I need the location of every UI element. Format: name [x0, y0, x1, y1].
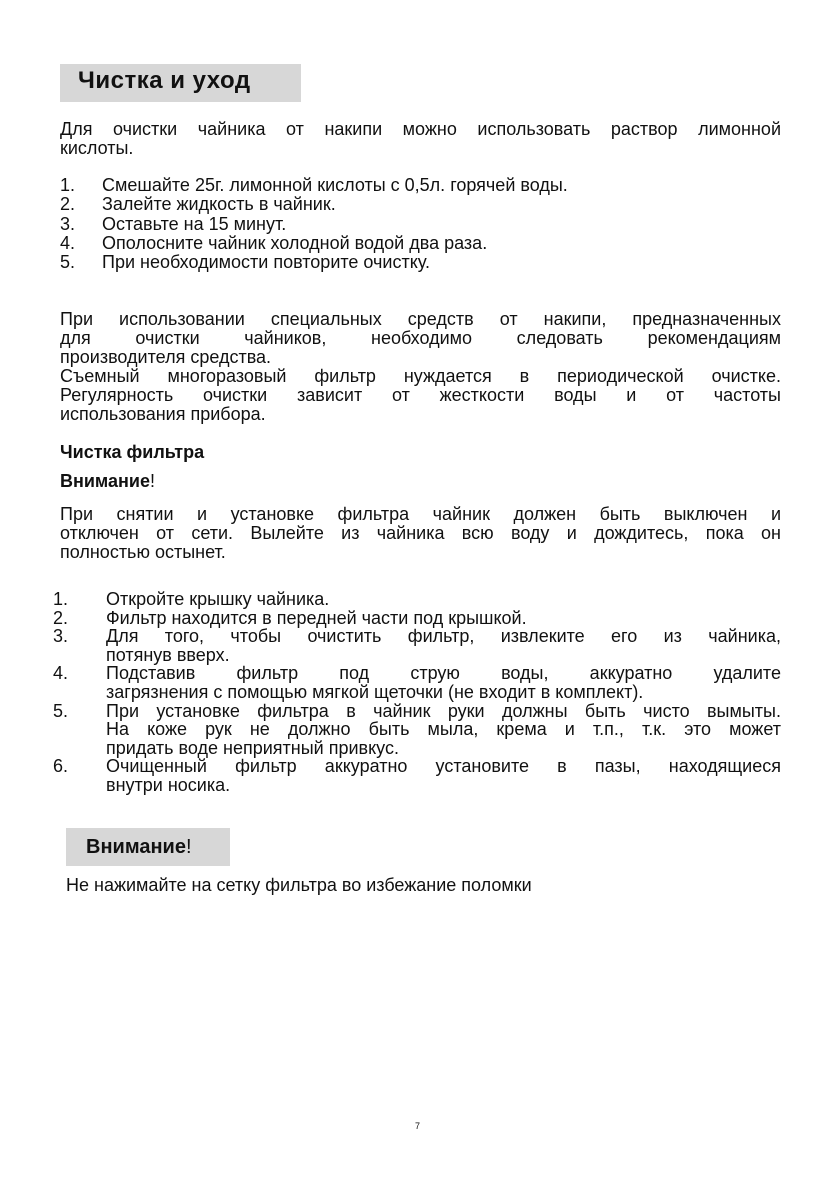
warning-note: Не нажимайте на сетку фильтра во избежание поломки [66, 875, 532, 895]
warning-heading: Внимание! [60, 471, 155, 491]
section-title-box [60, 64, 301, 102]
list-item: 3. Для того, чтобы очистить фильтр, извлеките его из чайника, потянув вверх. [53, 626, 781, 665]
warning-box-label: Внимание! [86, 836, 192, 858]
list-item: 2. Залейте жидкость в чайник. [60, 194, 336, 215]
list-item: 3. Оставьте на 15 минут. [60, 213, 287, 234]
list-item: 2. Фильтр находится в передней части под крышкой. [53, 607, 527, 628]
list-item: 4. Подставив фильтр под струю воды, аккуратно удалите загрязнения с помощью мягкой щеточки (не входит в комплект). [53, 663, 781, 702]
intro-paragraph [60, 120, 781, 158]
special-products-paragraph: При использовании специальных средств от накипи, предназначенных для очистки чайников, необходимо следовать рекомендациям производителя средства. Съемный многоразовый фильтр нуждается в периодической очистке. Регулярность очистки зависит от жесткости воды и от частоты использования прибора. [60, 309, 781, 424]
list-item: 6. Очищенный фильтр аккуратно установите в пазы, находящиеся внутри носика. [53, 756, 781, 795]
list-item: 5. При установке фильтра в чайник руки должны быть чисто вымыты. На коже рук не должно быть мыла, крема и т.п., т.к. это может придать воде неприятный привкус. [53, 700, 781, 758]
list-item: 4. Ополосните чайник холодной водой два раза. [60, 232, 488, 253]
intro-line: Для очистки чайника от накипи можно использовать раствор лимонной [60, 119, 781, 139]
safety-paragraph: При снятии и установке фильтра чайник должен быть выключен и отключен от сети. Вылейте из чайника всю воду и дождитесь, пока он полностью остынет. [60, 504, 781, 562]
filter-cleaning-heading: Чистка фильтра [60, 442, 205, 462]
descaling-steps [60, 176, 568, 272]
section-title: Чистка и уход [78, 67, 251, 94]
warning-box [66, 828, 230, 866]
filter-steps [53, 590, 781, 795]
list-item: 5. При необходимости повторите очистку. [60, 252, 430, 273]
page-number: 7 [415, 1121, 421, 1131]
list-item: 1. Откройте крышку чайника. [53, 589, 330, 609]
intro-line: кислоты. [60, 138, 134, 158]
list-item: 1. Смешайте 25г. лимонной кислоты с 0,5л. горячей воды. [60, 175, 568, 195]
